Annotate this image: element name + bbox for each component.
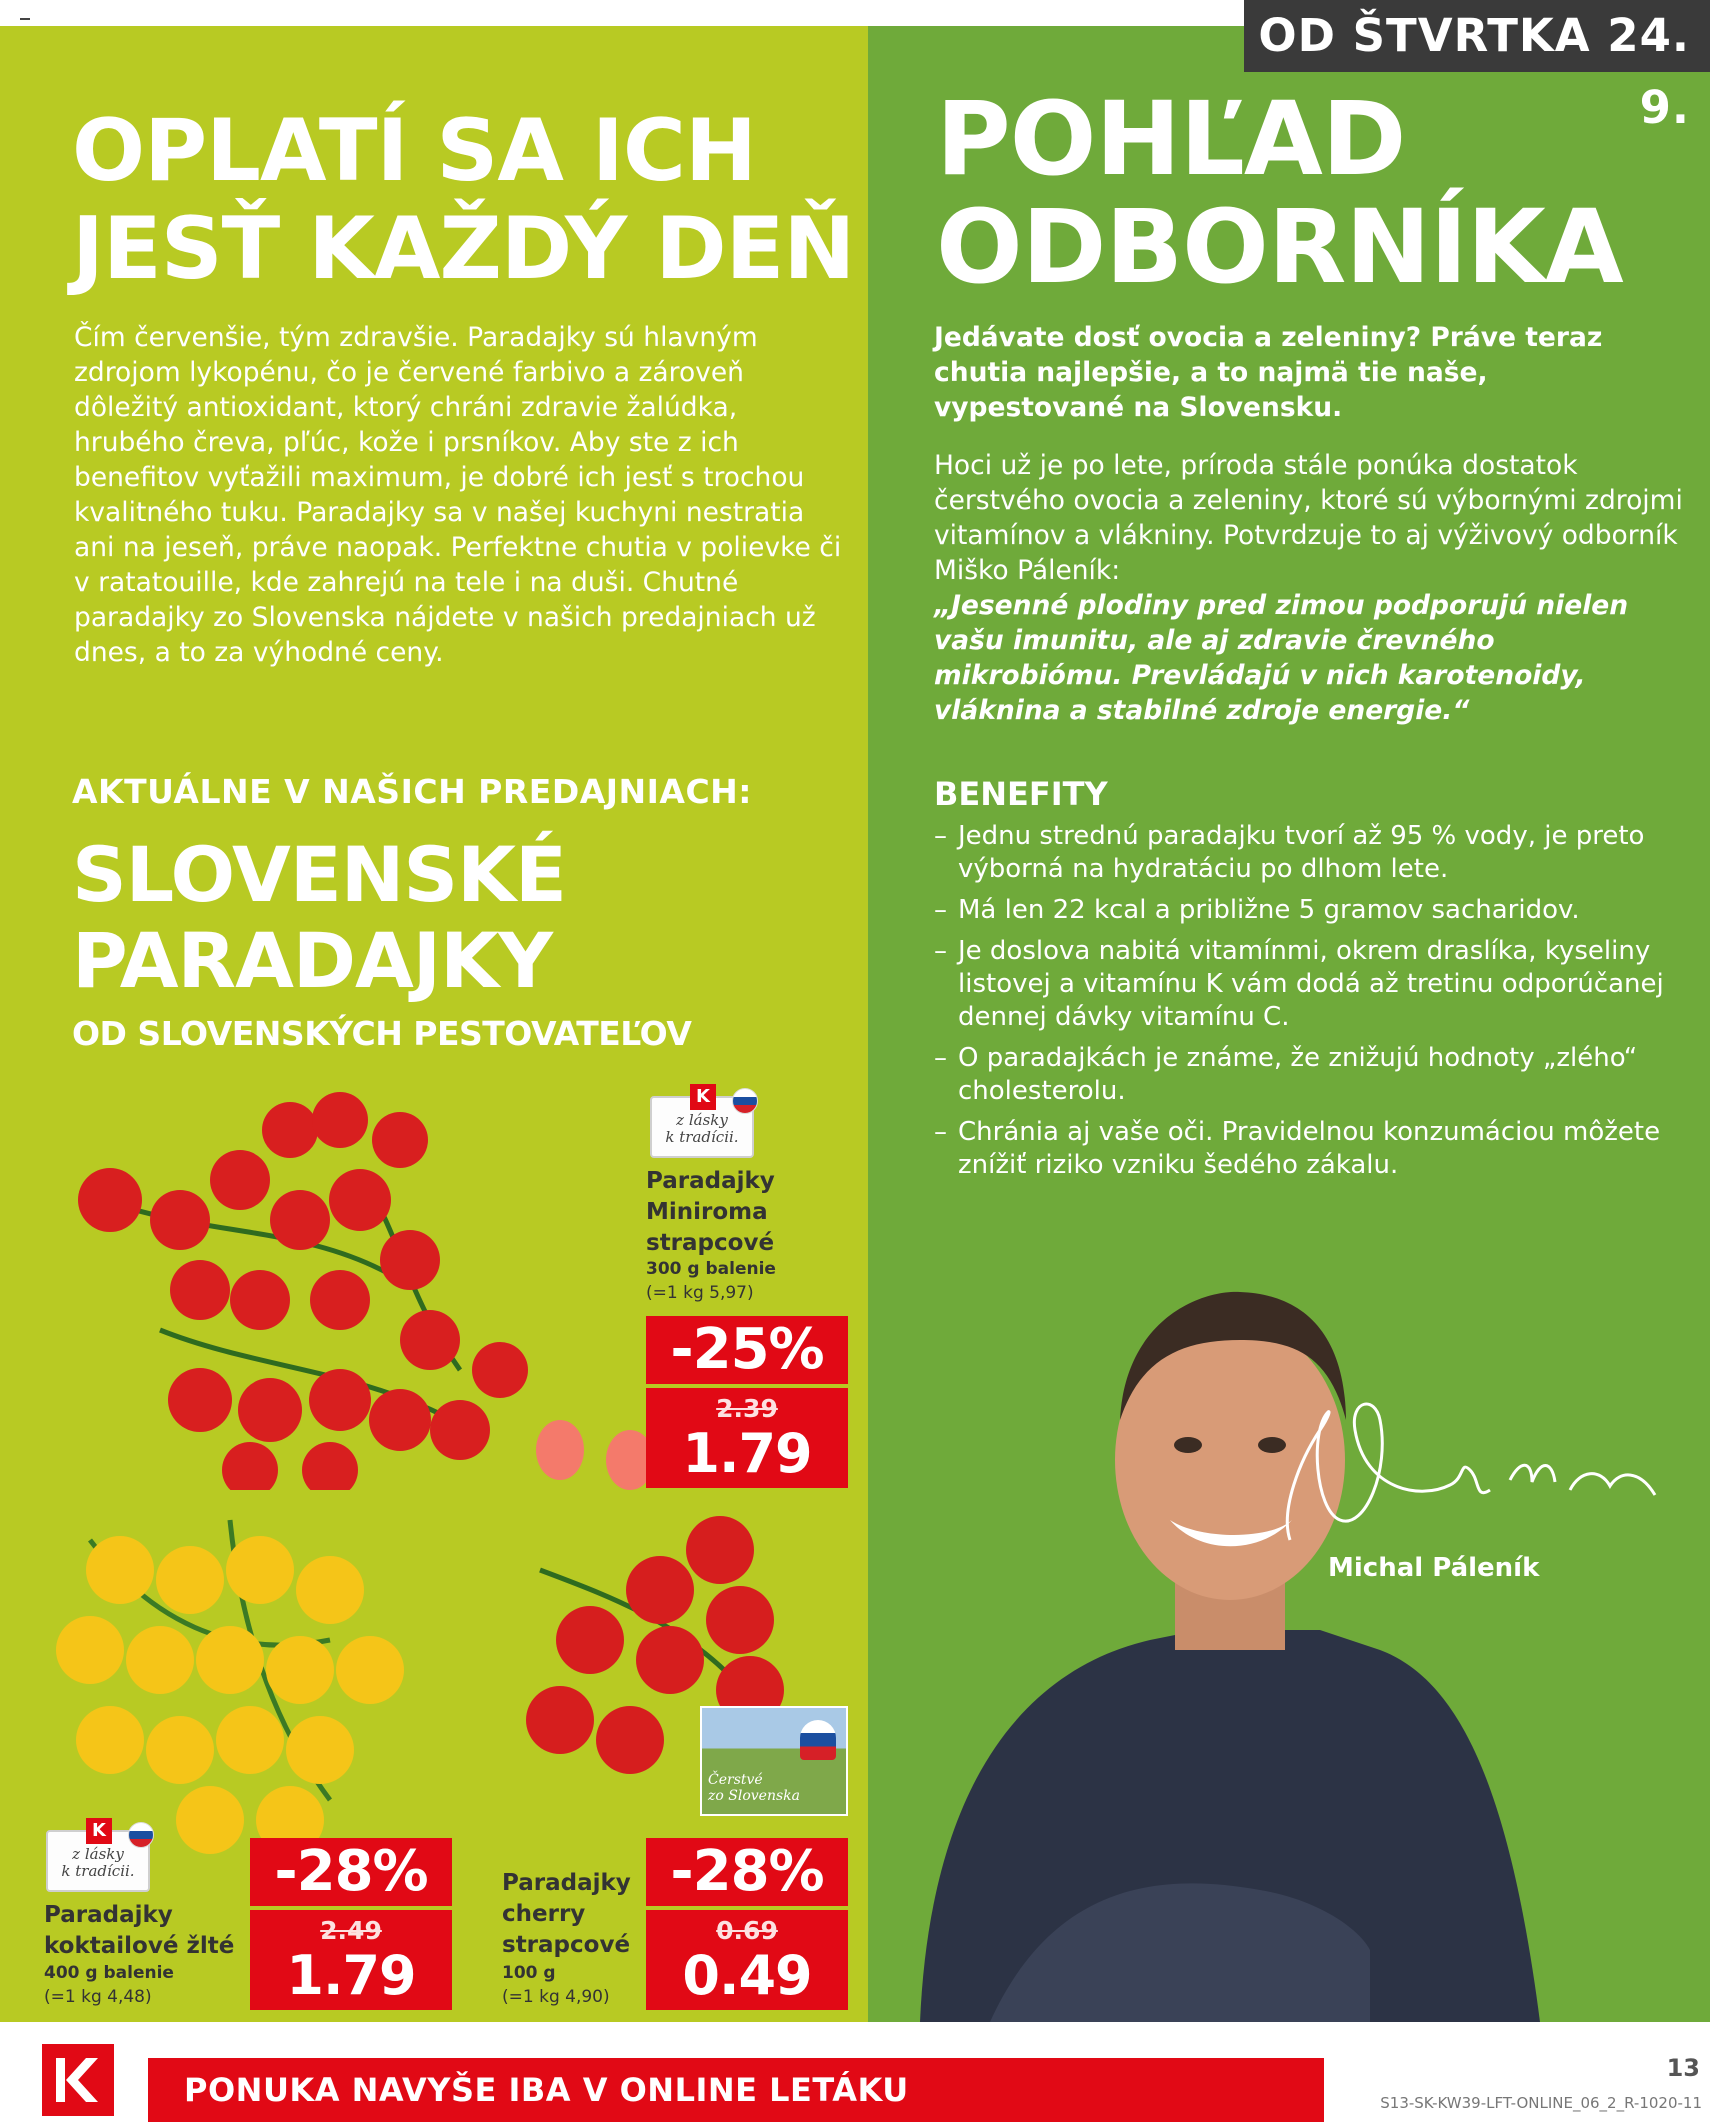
product-name-miniroma xyxy=(646,1166,775,1259)
fresh-line1: Čerstvé xyxy=(708,1772,763,1788)
left-headline xyxy=(72,102,854,298)
discount-badge-miniroma: -25% xyxy=(646,1316,848,1384)
right-headline-line1: POHĽAD xyxy=(936,80,1406,199)
z-lasky-line1: z lásky xyxy=(72,1845,124,1863)
pestovatelov-subtitle: OD SLOVENSKÝCH PESTOVATEĽOV xyxy=(72,1014,692,1053)
page-number: 13 xyxy=(1666,2054,1700,2082)
benefit-bullet: – xyxy=(934,936,947,966)
product-name-line: Paradajky xyxy=(646,1168,775,1194)
date-banner: OD ŠTVRTKA 24. 9. xyxy=(1244,0,1710,72)
z-lasky-line2: k tradícii. xyxy=(665,1128,739,1146)
product-name-line: strapcové xyxy=(646,1230,775,1256)
product-pack-yellow: 400 g balenie xyxy=(44,1963,174,1983)
benefits-title: BENEFITY xyxy=(934,775,1108,813)
product-pack-cherry: 100 g xyxy=(502,1963,556,1983)
z-lasky-badge-yellow xyxy=(46,1820,150,1892)
benefit-bullet: – xyxy=(934,1117,947,1147)
product-pack-miniroma: 300 g balenie xyxy=(646,1259,776,1279)
product-name-line: strapcové xyxy=(502,1932,631,1958)
expert-portrait-image xyxy=(900,1230,1690,2022)
product-name-cherry xyxy=(502,1868,631,1961)
right-body: Hoci už je po lete, príroda stále ponúka dostatok čerstvého ovocia a zeleniny, ktoré sú výbornými zdrojmi vitamínov a vlákniny. Potvrdzuje to aj výživový odborník Miško Páleník: xyxy=(934,450,1683,586)
benefit-bullet: – xyxy=(934,1043,947,1073)
cerstve-zo-slovenska-badge xyxy=(700,1706,848,1816)
old-price: 2.39 xyxy=(716,1394,778,1423)
benefit-text: Je doslova nabitá vitamínmi, okrem draslíka, kyseliny listovej a vitamínu K vám dodá až tretinu odporúčanej dennej dávky vitamínu C. xyxy=(958,936,1664,1032)
left-headline-line1: OPLATÍ SA ICH xyxy=(72,101,756,201)
expert-quote: „Jesenné plodiny pred zimou podporujú nielen vašu imunitu, ale aj zdravie črevného mikrobiómu. Prevládajú v nich karotenoidy, vláknina a stabilné zdroje energie.“ xyxy=(934,590,1629,726)
discount-badge-yellow: -28% xyxy=(250,1838,452,1906)
new-price: 0.49 xyxy=(682,1944,812,2007)
kaufland-k-icon: K xyxy=(86,1818,112,1844)
fresh-text xyxy=(708,1772,800,1804)
benefits-list xyxy=(934,820,1674,1190)
left-paragraph: Čím červenšie, tým zdravšie. Paradajky sú hlavným zdrojom lykopénu, čo je červené farbivo a zároveň dôležitý antioxidant, ktorý chráni zdravie žalúdka, hrubého čreva, pľúc, kože i prsníkov. Aby ste z ich benefitov vyťažili maximum, je dobré ich jesť s trochou kvalitného tuku. Paradajky sa v našej kuchyni nestratia ani na jeseň, práve naopak. Perfektne chutia v polievke či v ratatouille, kde zahrejú na tele i na duši. Chutné paradajky zo Slovenska nájdete v našich predajniach už dnes, a to za výhodné ceny. xyxy=(74,322,842,668)
product-unit-price-miniroma: (=1 kg 5,97) xyxy=(646,1283,754,1303)
slovak-flag-icon xyxy=(732,1088,758,1114)
fresh-line2: zo Slovenska xyxy=(708,1788,800,1804)
print-code: S13-SK-KW39-LFT-ONLINE_06_2_R-1020-11 xyxy=(1380,2094,1702,2112)
price-box-yellow xyxy=(250,1910,452,2010)
slovenske-paradajky-title xyxy=(72,832,566,1004)
benefit-bullet: – xyxy=(934,821,947,851)
product-unit-price-cherry: (=1 kg 4,90) xyxy=(502,1987,610,2007)
z-lasky-badge-miniroma xyxy=(650,1086,754,1158)
title-line1: SLOVENSKÉ xyxy=(72,830,566,919)
benefit-item xyxy=(934,1042,1674,1108)
benefit-text: O paradajkách je známe, že znižujú hodnoty „zlého“ cholesterolu. xyxy=(958,1043,1638,1106)
benefit-bullet: – xyxy=(934,895,947,925)
benefit-text: Jednu strednú paradajku tvorí až 95 % vody, je preto výborná na hydratáciu po dlhom lete. xyxy=(958,821,1645,884)
z-lasky-text xyxy=(652,1112,752,1146)
aktualne-heading: AKTUÁLNE V NAŠICH PREDAJNIACH: xyxy=(72,772,752,811)
slovak-heart-icon xyxy=(800,1720,836,1760)
z-lasky-line1: z lásky xyxy=(676,1111,728,1129)
benefit-text: Chránia aj vaše oči. Pravidelnou konzumáciou môžete znížiť riziko vzniku šedého zákalu. xyxy=(958,1117,1661,1180)
old-price: 2.49 xyxy=(320,1916,382,1945)
product-name-yellow xyxy=(44,1900,234,1962)
online-offer-banner: PONUKA NAVYŠE IBA V ONLINE LETÁKU xyxy=(148,2058,1324,2122)
kaufland-k-icon: K xyxy=(690,1084,716,1110)
benefit-text: Má len 22 kcal a približne 5 gramov sacharidov. xyxy=(958,895,1580,925)
right-headline-line2: ODBORNÍKA xyxy=(936,188,1623,307)
right-intro: Jedávate dosť ovocia a zeleniny? Práve teraz chutia najlepšie, a to najmä tie naše, vypestované na Slovensku. xyxy=(934,322,1603,423)
expert-signature xyxy=(1270,1390,1660,1550)
slovak-flag-icon xyxy=(128,1822,154,1848)
title-line2: PARADAJKY xyxy=(72,916,552,1005)
z-lasky-text xyxy=(48,1846,148,1880)
benefit-item xyxy=(934,1116,1674,1182)
expert-name: Michal Páleník xyxy=(1328,1553,1540,1583)
discount-badge-cherry: -28% xyxy=(646,1838,848,1906)
product-name-line: koktailové žlté xyxy=(44,1933,235,1959)
product-unit-price-yellow: (=1 kg 4,48) xyxy=(44,1987,152,2007)
product-name-line: Miniroma xyxy=(646,1199,768,1225)
new-price: 1.79 xyxy=(682,1422,812,1485)
benefit-item xyxy=(934,894,1674,927)
new-price: 1.79 xyxy=(286,1944,416,2007)
product-name-line: cherry xyxy=(502,1901,586,1927)
price-box-cherry xyxy=(646,1910,848,2010)
kaufland-logo xyxy=(42,2044,114,2116)
miniroma-tomatoes-image xyxy=(40,1070,680,1490)
product-name-line: Paradajky xyxy=(44,1902,173,1928)
old-price: 0.69 xyxy=(716,1916,778,1945)
price-box-miniroma xyxy=(646,1388,848,1488)
product-name-line: Paradajky xyxy=(502,1870,631,1896)
z-lasky-line2: k tradícii. xyxy=(61,1862,135,1880)
right-headline xyxy=(936,80,1623,307)
benefit-item xyxy=(934,935,1674,1034)
left-headline-line2: JESŤ KAŽDÝ DEŇ xyxy=(72,199,855,299)
benefit-item xyxy=(934,820,1674,886)
